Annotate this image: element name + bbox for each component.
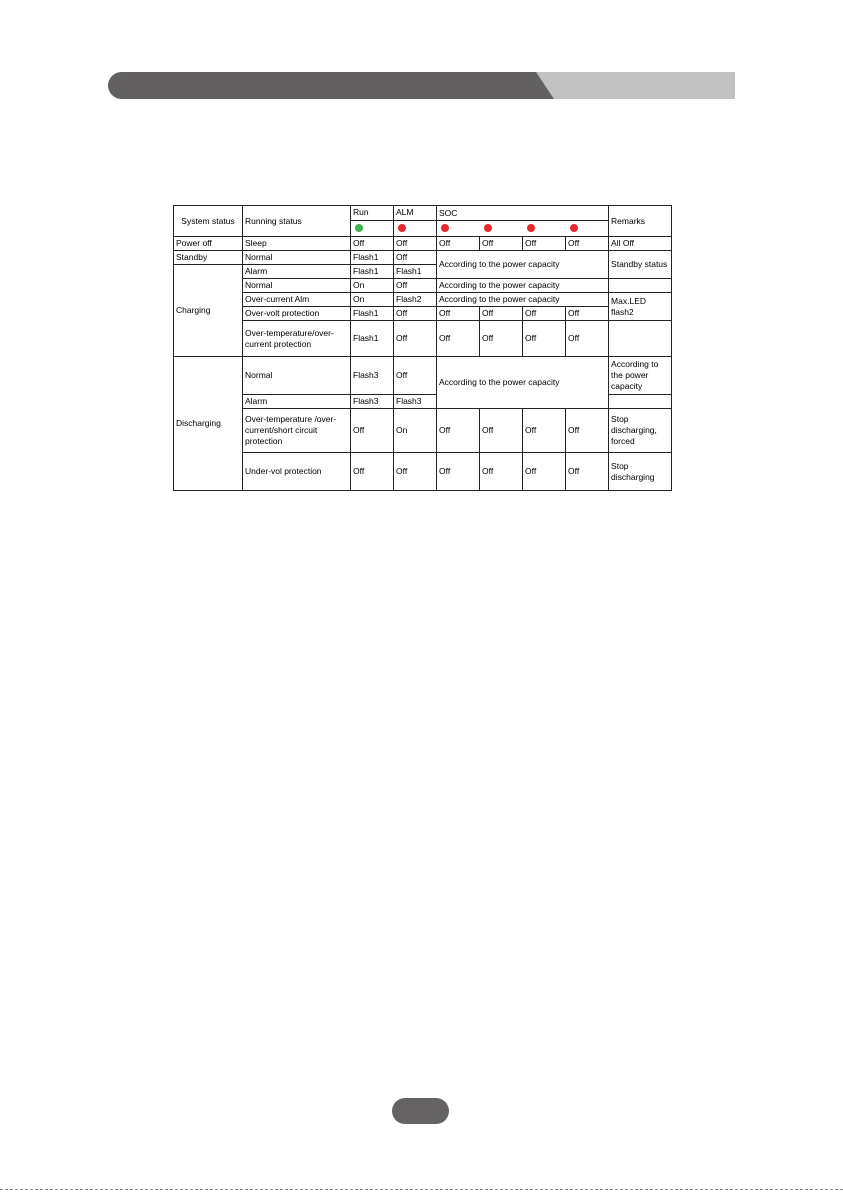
red-led-icon (441, 224, 449, 232)
led-status-table (173, 205, 672, 491)
remarks-value: Max.LED flash2 (609, 293, 672, 321)
alm-value: Off (394, 453, 437, 491)
run-value: Flash1 (351, 251, 394, 265)
soc-led-cell-1 (437, 221, 480, 237)
alm-value: Off (394, 357, 437, 395)
run-value: Off (351, 409, 394, 453)
alm-value: Flash3 (394, 395, 437, 409)
red-led-icon (570, 224, 578, 232)
run-value: Flash1 (351, 307, 394, 321)
remarks-empty (609, 395, 672, 409)
soc-value: Off (523, 307, 566, 321)
system-discharging: Discharging (174, 357, 243, 491)
soc-span-value: According to the power capacity (437, 293, 609, 307)
soc-value: Off (566, 307, 609, 321)
soc-value: Off (437, 409, 480, 453)
table-row (174, 357, 672, 395)
soc-value: Off (566, 237, 609, 251)
header-banner-shape (108, 72, 735, 99)
system-charging: Charging (174, 265, 243, 357)
alm-value: Flash1 (394, 265, 437, 279)
soc-led-cell-2 (480, 221, 523, 237)
table-row (174, 453, 672, 491)
alm-value: On (394, 409, 437, 453)
alm-value: Off (394, 279, 437, 293)
running-alarm: Alarm (243, 265, 351, 279)
alm-value: Off (394, 251, 437, 265)
alm-value: Flash2 (394, 293, 437, 307)
header-running-status: Running status (243, 206, 351, 237)
soc-value: Off (437, 321, 480, 357)
table-row (174, 293, 672, 307)
header-remarks: Remarks (609, 206, 672, 237)
soc-span-value: According to the power capacity (437, 251, 609, 279)
soc-value: Off (566, 409, 609, 453)
run-led-cell (351, 221, 394, 237)
red-led-icon (527, 224, 535, 232)
run-value: Flash3 (351, 395, 394, 409)
header-dark-segment (108, 72, 554, 99)
header-light-segment (528, 72, 735, 99)
remarks-empty (609, 321, 672, 357)
remarks-value: All Off (609, 237, 672, 251)
running-normal: Normal (243, 251, 351, 265)
soc-led-cell-4 (566, 221, 609, 237)
run-value: Off (351, 237, 394, 251)
running-alarm: Alarm (243, 395, 351, 409)
remarks-value: Standby status (609, 251, 672, 279)
running-over-current-alm: Over-current Alm (243, 293, 351, 307)
soc-value: Off (523, 453, 566, 491)
soc-span-value: According to the power capacity (437, 279, 609, 293)
run-value: Off (351, 453, 394, 491)
table-row (174, 307, 672, 321)
table-row (174, 251, 672, 265)
remarks-value: According to the power capacity (609, 357, 672, 395)
running-sleep: Sleep (243, 237, 351, 251)
system-power-off: Power off (174, 237, 243, 251)
run-value: On (351, 293, 394, 307)
run-value: Flash1 (351, 265, 394, 279)
header-system-status: System status (174, 206, 243, 237)
section-header-bar (108, 72, 735, 99)
bottom-divider (0, 1189, 843, 1190)
red-led-icon (484, 224, 492, 232)
soc-value: Off (437, 237, 480, 251)
soc-value: Off (480, 453, 523, 491)
soc-value: Off (566, 321, 609, 357)
alm-value: Off (394, 321, 437, 357)
soc-value: Off (523, 237, 566, 251)
alm-value: Off (394, 307, 437, 321)
system-standby: Standby (174, 251, 243, 265)
running-over-volt: Over-volt protection (243, 307, 351, 321)
running-over-temperature: Over-temperature/over-current protection (243, 321, 351, 357)
running-under-vol: Under-vol protection (243, 453, 351, 491)
soc-value: Off (480, 409, 523, 453)
run-value: Flash1 (351, 321, 394, 357)
running-normal: Normal (243, 279, 351, 293)
alm-led-cell (394, 221, 437, 237)
soc-value: Off (523, 409, 566, 453)
soc-span-value: According to the power capacity (437, 357, 609, 409)
table-row (174, 279, 672, 293)
soc-value: Off (480, 307, 523, 321)
run-value: On (351, 279, 394, 293)
soc-value: Off (480, 237, 523, 251)
run-value: Flash3 (351, 357, 394, 395)
red-led-icon (398, 224, 406, 232)
soc-value: Off (566, 453, 609, 491)
running-over-temp-short-circuit: Over-temperature /over-current/short circuit protection (243, 409, 351, 453)
remarks-value: Stop discharging, forced (609, 409, 672, 453)
running-normal: Normal (243, 357, 351, 395)
header-run: Run (351, 206, 394, 221)
table-header-row (174, 206, 672, 221)
header-soc: SOC (437, 206, 609, 221)
soc-value: Off (437, 307, 480, 321)
remarks-empty (609, 279, 672, 293)
header-alm: ALM (394, 206, 437, 221)
page-number-pill (392, 1098, 449, 1124)
table-row (174, 321, 672, 357)
green-led-icon (355, 224, 363, 232)
remarks-value: Stop discharging (609, 453, 672, 491)
table-row (174, 409, 672, 453)
alm-value: Off (394, 237, 437, 251)
table-row (174, 237, 672, 251)
soc-led-cell-3 (523, 221, 566, 237)
soc-value: Off (437, 453, 480, 491)
soc-value: Off (523, 321, 566, 357)
soc-value: Off (480, 321, 523, 357)
